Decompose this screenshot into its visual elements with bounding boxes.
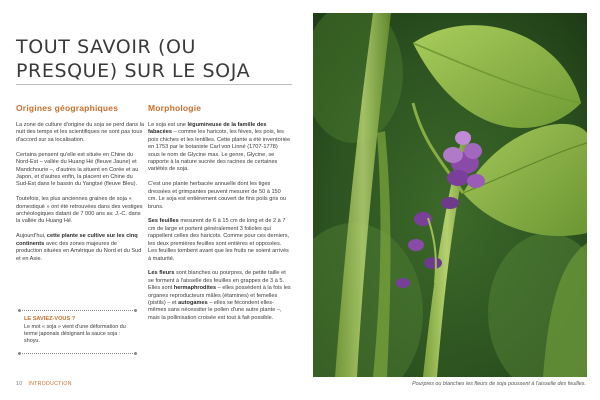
page-footer <box>16 381 72 387</box>
callout-text: Le mot « soja » vient d'une déformation du terme japonais désignant la sauce soja : shoyu. <box>24 324 126 344</box>
origins-paragraph-3: Toutefois, les plus anciennes graines de soja « domestiqué » ont été retrouvées dans des vestiges archéologiques datant de 7 000 ans av. J.-C. dans la vallée du Huang Hé. <box>16 196 143 225</box>
callout-title: LE SAVIEZ-VOUS ? <box>24 316 76 322</box>
morphology-paragraph-3 <box>148 218 291 262</box>
text-run: – comme les haricots, les fèves, les pois, les pois chiches et les lentilles. Cette plante a été inventoriée en 1753 par le botaniste Carl von Linné (1707-1778) sous le nom de Glycine max. Le genre, Glycine, se rapporte à la nature sucrée des racines de certaines variétés de soja. <box>148 129 291 173</box>
morphology-paragraph-4 <box>148 270 291 322</box>
title-divider <box>16 84 292 85</box>
text-run: mesurent de 6 à 15 cm de long et de 2 à 7 cm de large et portent généralement 3 folioles qui rappellent celles des haricots. Comme pour ces derniers, les deux premières feuilles sont entières et opposées. Les feuilles tombent avant que les fruits ne soient arrivés à maturité. <box>148 218 290 262</box>
text-run: – elles se fécondent elles-mêmes sans nécessiter le pollen d'une autre plante –, mais la pollinisation croisée est tout à fait possible. <box>148 300 282 321</box>
callout-corner-dot <box>18 309 21 312</box>
bold-run: Ses feuilles <box>148 218 179 225</box>
origins-column <box>16 122 144 271</box>
soybean-plant-illustration <box>313 13 587 377</box>
bold-run: autogames <box>178 300 208 307</box>
text-run: avec des zones majeures de production situées en Amérique du Nord et du Sud et en Asie. <box>16 240 142 262</box>
bold-run: légumineuse de la famille des fabacées <box>148 122 267 136</box>
morphology-paragraph-1 <box>148 122 291 174</box>
callout-corner-dot <box>134 352 137 355</box>
bold-run: Les fleurs <box>148 270 175 277</box>
text-run: sont blanches ou pourpres, de petite taille et se forment à l'aisselle des feuilles en grappes de 3 à 5. Elles sont <box>148 270 286 292</box>
callout-corner-dot <box>18 352 21 355</box>
origins-heading: Origines géographiques <box>16 103 119 113</box>
morphology-heading: Morphologie <box>148 103 202 113</box>
text-run: Le soja est une <box>148 122 188 128</box>
origins-paragraph-2: Certains pensent qu'elle est située en Chine du Nord-Est – vallée du Huang Hé (fleuve Jaune) et Mandchourie –, d'autres la situent en Corée et au Japon, et d'autres enfin, la placent en Chine du Sud-Est dans le bassin du Yangtsé (fleuve Bleu). <box>16 151 139 188</box>
text-run: Aujourd'hui, <box>16 233 47 240</box>
bold-run: cette plante se cultive sur les cinq continents <box>16 233 138 247</box>
soybean-flower-photo <box>313 13 587 377</box>
footer-section-label: INTRODUCTION <box>28 381 72 387</box>
did-you-know-box <box>20 310 135 354</box>
morphology-column <box>148 122 291 330</box>
bold-run: hermaphrodites <box>173 285 217 292</box>
origins-paragraph-1: La zone de culture d'origine du soja se perd dans la nuit des temps et les scientifiques ne sont pas tous d'accord sur sa localisation. <box>16 122 144 143</box>
callout-corner-dot <box>134 309 137 312</box>
page-title: TOUT SAVOIR (OU PRESQUE) SUR LE SOJA <box>16 35 251 82</box>
text-run: – elles possèdent à la fois les organes reproducteurs mâles (étamines) et femelles (pistils) – et <box>148 285 291 307</box>
page-number: 10 <box>16 381 23 387</box>
morphology-paragraph-2: C'est une plante herbacée annuelle dont les tiges dressées et grimpantes peuvent mesurer de 50 à 150 cm. Le soja est entièrement couvert de fins poils gris ou bruns. <box>148 181 287 210</box>
photo-caption: Pourpres ou blanches les fleurs de soja poussent à l'aisselle des feuilles. <box>412 381 586 387</box>
origins-paragraph-4 <box>16 233 144 263</box>
